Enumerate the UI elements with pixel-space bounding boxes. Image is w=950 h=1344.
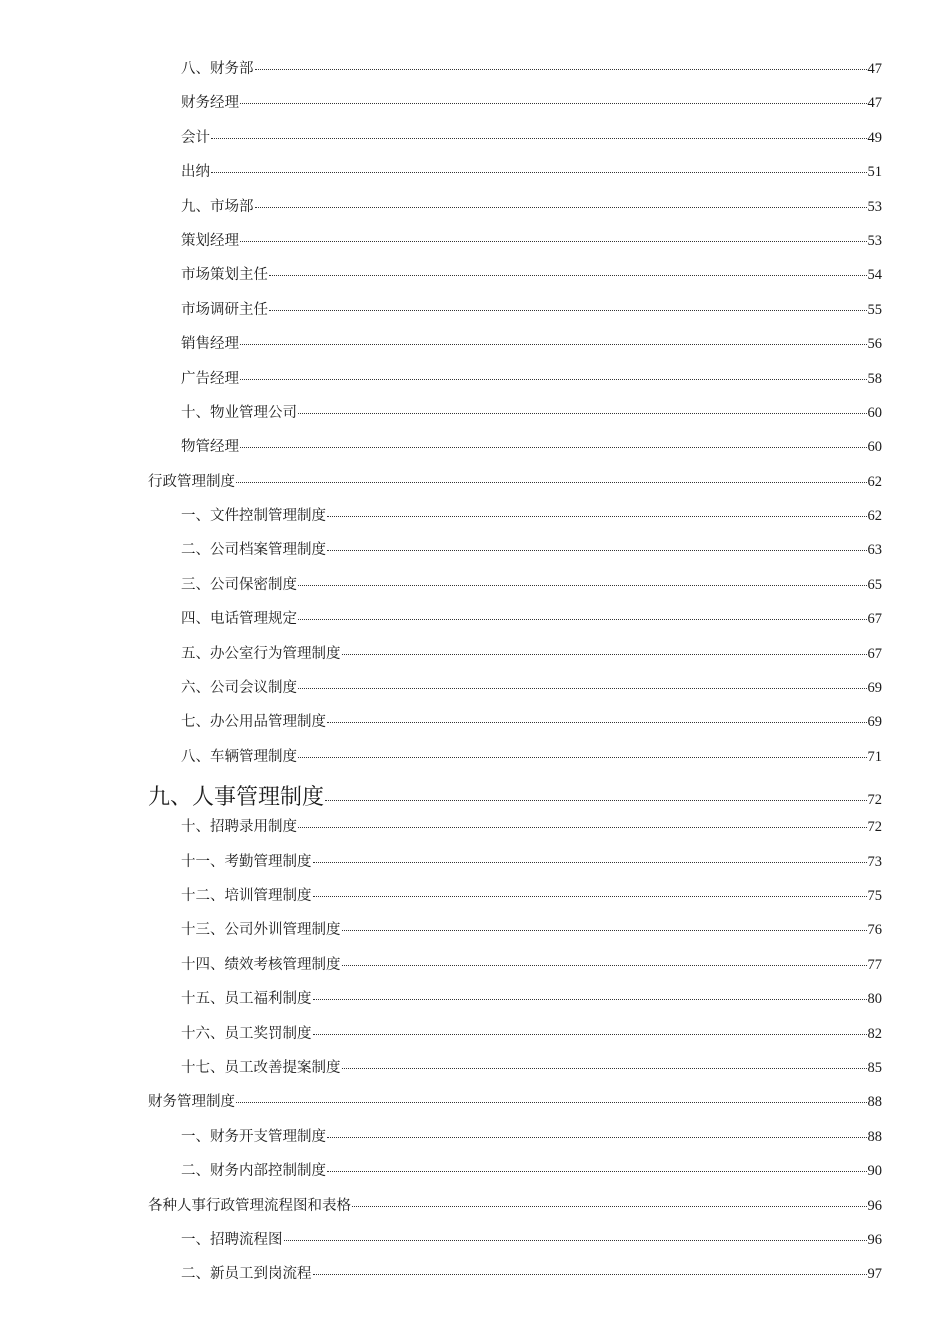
toc-page-number: 96: [867, 1231, 882, 1248]
toc-entry[interactable]: [148, 810, 882, 844]
toc-dot-leader: [342, 654, 867, 655]
toc-dot-leader: [313, 999, 867, 1000]
toc-dot-leader: [269, 310, 867, 311]
toc-entry[interactable]: [148, 362, 882, 396]
toc-dot-leader: [240, 241, 867, 242]
toc-entry[interactable]: [148, 293, 882, 327]
toc-entry[interactable]: [148, 568, 882, 602]
toc-entry-title: 一、招聘流程图: [181, 1231, 283, 1248]
toc-entry-title: 十、物业管理公司: [181, 404, 297, 421]
toc-page-number: 58: [867, 370, 882, 387]
toc-dot-leader: [236, 482, 867, 483]
toc-entry[interactable]: [148, 52, 882, 86]
toc-dot-leader: [342, 1068, 867, 1069]
toc-dot-leader: [313, 1034, 867, 1035]
toc-entry-title: 十六、员工奖罚制度: [181, 1025, 312, 1042]
toc-page-number: 90: [867, 1163, 882, 1180]
toc-entry-title: 一、财务开支管理制度: [181, 1128, 326, 1145]
toc-entry[interactable]: [148, 190, 882, 224]
toc-entry[interactable]: [148, 1257, 882, 1291]
toc-entry[interactable]: [148, 1154, 882, 1188]
toc-page-number: 80: [867, 991, 882, 1008]
toc-entry[interactable]: [148, 1120, 882, 1154]
toc-page-number: 85: [867, 1059, 882, 1076]
toc-entry-title: 五、办公室行为管理制度: [181, 645, 341, 662]
toc-page-number: 82: [867, 1025, 882, 1042]
toc-entry[interactable]: [148, 1085, 882, 1119]
toc-entry[interactable]: [148, 637, 882, 671]
toc-page-number: 97: [867, 1266, 882, 1283]
table-of-contents: [148, 52, 882, 1292]
toc-entry[interactable]: [148, 982, 882, 1016]
toc-entry-title: 出纳: [181, 164, 210, 181]
toc-entry-title: 一、文件控制管理制度: [181, 508, 326, 525]
toc-entry[interactable]: [148, 430, 882, 464]
toc-entry-title: 市场调研主任: [181, 301, 268, 318]
toc-entry[interactable]: [148, 1051, 882, 1085]
toc-entry-title: 二、新员工到岗流程: [181, 1266, 312, 1283]
toc-dot-leader: [236, 1102, 867, 1103]
toc-dot-leader: [342, 930, 867, 931]
toc-entry-title: 十四、绩效考核管理制度: [181, 956, 341, 973]
toc-page-number: 67: [867, 645, 882, 662]
toc-dot-leader: [298, 585, 867, 586]
toc-dot-leader: [211, 172, 867, 173]
toc-page-number: 60: [867, 404, 882, 421]
toc-entry[interactable]: [148, 1189, 882, 1223]
toc-entry-title: 七、办公用品管理制度: [181, 714, 326, 731]
toc-entry-title: 十三、公司外训管理制度: [181, 922, 341, 939]
toc-entry-title: 九、市场部: [181, 198, 254, 215]
toc-page-number: 53: [867, 198, 882, 215]
toc-entry[interactable]: [148, 533, 882, 567]
toc-entry-title: 物管经理: [181, 439, 239, 456]
toc-dot-leader: [298, 827, 867, 828]
toc-entry-title: 各种人事行政管理流程图和表格: [148, 1197, 351, 1214]
toc-dot-leader: [325, 800, 866, 801]
toc-entry-title: 二、公司档案管理制度: [181, 542, 326, 559]
toc-entry[interactable]: [148, 121, 882, 155]
toc-page-number: 69: [867, 714, 882, 731]
toc-dot-leader: [298, 757, 867, 758]
toc-page-number: 56: [867, 336, 882, 353]
toc-page-number: 47: [867, 95, 882, 112]
toc-entry-title: 策划经理: [181, 232, 239, 249]
toc-page-number: 72: [867, 792, 882, 809]
toc-dot-leader: [298, 688, 867, 689]
toc-entry[interactable]: [148, 465, 882, 499]
toc-entry-title: 财务管理制度: [148, 1094, 235, 1111]
toc-entry-title: 十七、员工改善提案制度: [181, 1059, 341, 1076]
toc-entry[interactable]: [148, 155, 882, 189]
toc-page-number: 55: [867, 301, 882, 318]
toc-entry[interactable]: [148, 671, 882, 705]
toc-entry[interactable]: [148, 396, 882, 430]
toc-dot-leader: [327, 1171, 867, 1172]
toc-dot-leader: [240, 379, 867, 380]
toc-dot-leader: [269, 275, 867, 276]
toc-dot-leader: [211, 138, 867, 139]
toc-page-number: 76: [867, 922, 882, 939]
toc-page-number: 67: [867, 611, 882, 628]
toc-entry[interactable]: [148, 1223, 882, 1257]
toc-entry[interactable]: [148, 845, 882, 879]
toc-page-number: 62: [867, 473, 882, 490]
toc-dot-leader: [313, 862, 867, 863]
toc-entry-title: 行政管理制度: [148, 473, 235, 490]
toc-dot-leader: [352, 1206, 867, 1207]
toc-entry-title: 十五、员工福利制度: [181, 991, 312, 1008]
toc-entry[interactable]: [148, 879, 882, 913]
toc-page-number: 96: [867, 1197, 882, 1214]
toc-entry[interactable]: [148, 1017, 882, 1051]
toc-entry-title: 会计: [181, 129, 210, 146]
toc-page-number: 88: [867, 1094, 882, 1111]
toc-entry[interactable]: [148, 740, 882, 774]
toc-entry-title: 广告经理: [181, 370, 239, 387]
toc-page-number: 72: [867, 819, 882, 836]
toc-page-number: 51: [867, 164, 882, 181]
toc-dot-leader: [255, 207, 867, 208]
toc-entry[interactable]: [148, 913, 882, 947]
toc-entry-title: 市场策划主任: [181, 267, 268, 284]
toc-dot-leader: [240, 344, 867, 345]
toc-dot-leader: [327, 1137, 867, 1138]
toc-dot-leader: [298, 619, 867, 620]
toc-page-number: 53: [867, 232, 882, 249]
toc-page-number: 54: [867, 267, 882, 284]
toc-page-number: 47: [867, 61, 882, 77]
toc-dot-leader: [255, 69, 867, 70]
toc-dot-leader: [327, 722, 867, 723]
toc-entry[interactable]: [148, 705, 882, 739]
toc-entry[interactable]: [148, 327, 882, 361]
toc-page-number: 65: [867, 576, 882, 593]
toc-entry-title: 销售经理: [181, 336, 239, 353]
toc-page-number: 60: [867, 439, 882, 456]
toc-dot-leader: [240, 103, 867, 104]
toc-entry-title: 四、电话管理规定: [181, 611, 297, 628]
toc-entry-title: 十一、考勤管理制度: [181, 853, 312, 870]
toc-entry-title: 十二、培训管理制度: [181, 887, 312, 904]
toc-entry-title: 十、招聘录用制度: [181, 819, 297, 836]
toc-page-number: 62: [867, 508, 882, 525]
toc-page-number: 88: [867, 1128, 882, 1145]
toc-entry-title: 六、公司会议制度: [181, 680, 297, 697]
toc-page-number: 49: [867, 129, 882, 146]
toc-page-number: 73: [867, 853, 882, 870]
toc-entry[interactable]: [148, 499, 882, 533]
toc-entry[interactable]: [148, 602, 882, 636]
toc-entry-title: 二、财务内部控制制度: [181, 1163, 326, 1180]
toc-dot-leader: [298, 413, 867, 414]
toc-page-number: 75: [867, 887, 882, 904]
toc-dot-leader: [342, 965, 867, 966]
toc-dot-leader: [327, 550, 867, 551]
toc-dot-leader: [313, 1274, 867, 1275]
toc-dot-leader: [284, 1240, 867, 1241]
toc-entry-title: 九、人事管理制度: [148, 785, 325, 811]
toc-entry-title: 八、财务部: [181, 61, 254, 77]
toc-entry-title: 三、公司保密制度: [181, 576, 297, 593]
toc-entry[interactable]: [148, 86, 882, 120]
toc-entry[interactable]: [148, 948, 882, 982]
toc-page-number: 71: [867, 748, 882, 765]
toc-entry-title: 八、车辆管理制度: [181, 748, 297, 765]
toc-dot-leader: [313, 896, 867, 897]
toc-entry[interactable]: [148, 224, 882, 258]
toc-page-number: 69: [867, 680, 882, 697]
toc-page-number: 77: [867, 956, 882, 973]
toc-dot-leader: [240, 447, 867, 448]
toc-entry-title: 财务经理: [181, 95, 239, 112]
toc-page-number: 63: [867, 542, 882, 559]
toc-dot-leader: [327, 516, 867, 517]
toc-entry[interactable]: [148, 258, 882, 292]
